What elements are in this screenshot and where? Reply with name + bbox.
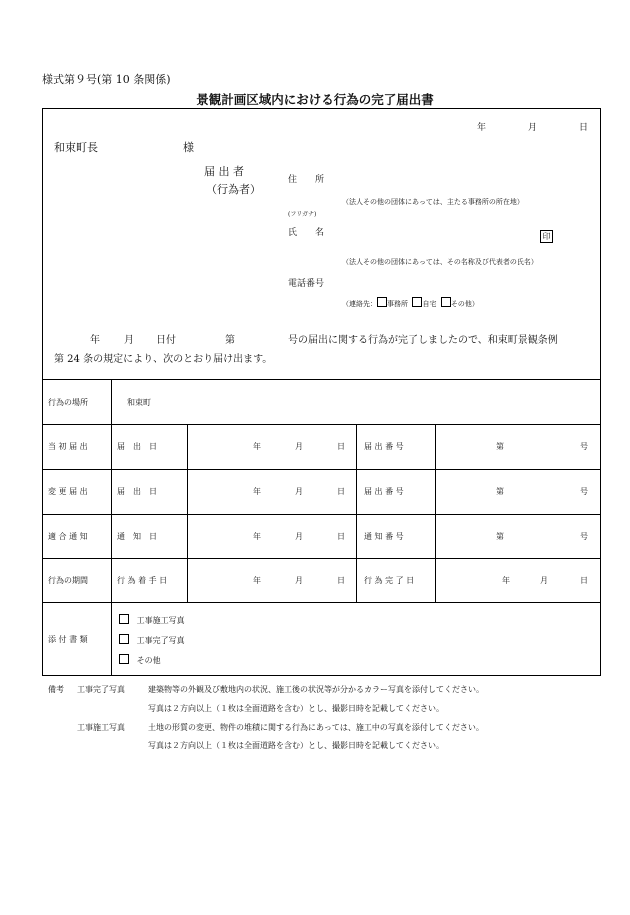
seal-mark: 印 (540, 224, 553, 243)
remarks-label: 備考 (48, 685, 64, 694)
phone-label: 電話番号 (288, 279, 325, 289)
end-day: 日 (580, 576, 588, 585)
remarks-item2-line2: 写真は２方向以上（１枚は全面道路を含む）とし、撮影日時を記載してください。 (148, 741, 444, 750)
row-change-number-label: 届 出 番 号 (364, 487, 404, 496)
start-month: 月 (295, 576, 303, 585)
divider-row-1 (42, 424, 601, 425)
applicant-label: 届 出 者 (204, 165, 244, 178)
end-date-label: 行 為 完 了 日 (364, 576, 415, 585)
row-initial-go: 号 (580, 442, 588, 451)
statement-year: 年 (90, 335, 100, 346)
form-number: 様式第９号(第 10 条関係) (42, 73, 171, 86)
statement-line1: 号の届出に関する行為が完了しましたので、和束町景観条例 (288, 335, 558, 346)
row-change-date-label: 届 出 日 (117, 487, 157, 496)
row-initial-label: 当 初 届 出 (48, 442, 88, 451)
end-year: 年 (502, 576, 510, 585)
column-line-number-label (356, 424, 357, 602)
contact-line: （連絡先： 事務所 自宅 その他） (342, 297, 479, 309)
date-day: 日 (579, 123, 589, 133)
addressee: 和束町長 (54, 141, 98, 154)
row-conformity-number-label: 通 知 番 号 (364, 532, 404, 541)
row-conformity-date-label: 通 知 日 (117, 532, 157, 541)
remarks-item2-title: 工事施工写真 (77, 723, 125, 732)
period-label: 行為の期間 (48, 576, 88, 585)
start-year: 年 (253, 576, 261, 585)
row-initial-day: 日 (337, 442, 345, 451)
address-note: （法人その他の団体にあっては、主たる事務所の所在地） (342, 198, 524, 206)
statement-dai: 第 (225, 335, 235, 346)
name-note: （法人その他の団体にあっては、その名称及び代表者の氏名） (342, 258, 538, 266)
start-day: 日 (337, 576, 345, 585)
divider-row-4 (42, 558, 601, 559)
row-change-year: 年 (253, 487, 261, 496)
furigana-label: (フリガナ) (288, 211, 317, 218)
attachment-other[interactable]: その他 (119, 654, 161, 666)
address-label: 住 所 (288, 175, 325, 185)
location-value: 和束町 (127, 398, 151, 407)
row-conformity-day: 日 (337, 532, 345, 541)
column-line-number-value (435, 424, 436, 602)
column-line-label (111, 379, 112, 676)
row-conformity-dai: 第 (496, 532, 504, 541)
remarks-item1-line2: 写真は２方向以上（１枚は全面道路を含む）とし、撮影日時を記載してください。 (148, 704, 444, 713)
row-initial-date-label: 届 出 日 (117, 442, 157, 451)
honorific: 様 (183, 141, 194, 154)
divider-row-5 (42, 602, 601, 603)
statement-day: 日付 (156, 335, 176, 346)
row-change-day: 日 (337, 487, 345, 496)
start-date-label: 行 為 着 手 日 (117, 576, 168, 585)
row-conformity-month: 月 (295, 532, 303, 541)
row-change-dai: 第 (496, 487, 504, 496)
remarks-item1-title: 工事完了写真 (77, 685, 125, 694)
attachment-completion-photo[interactable]: 工事完了写真 (119, 634, 185, 646)
date-month: 月 (528, 123, 538, 133)
contact-home-checkbox[interactable] (412, 297, 422, 307)
row-conformity-go: 号 (580, 532, 588, 541)
row-initial-month: 月 (295, 442, 303, 451)
row-initial-number-label: 届 出 番 号 (364, 442, 404, 451)
form-frame (42, 108, 601, 676)
attachment-construction-photo[interactable]: 工事施工写真 (119, 614, 185, 626)
row-initial-year: 年 (253, 442, 261, 451)
attachments-label: 添 付 書 類 (48, 635, 88, 644)
statement-line2: 第 24 条の規定により、次のとおり届け出ます。 (54, 354, 273, 365)
end-month: 月 (540, 576, 548, 585)
column-line-date-value (187, 424, 188, 602)
attachment-construction-checkbox[interactable] (119, 614, 129, 624)
row-conformity-year: 年 (253, 532, 261, 541)
applicant-sub: （行為者） (206, 183, 261, 196)
row-initial-dai: 第 (496, 442, 504, 451)
remarks-item2-line1: 土地の形質の変更、物件の堆積に関する行為にあっては、施工中の写真を添付してください。 (148, 723, 484, 732)
page-title: 景観計画区域内における行為の完了届出書 (196, 92, 434, 107)
attachment-other-checkbox[interactable] (119, 654, 129, 664)
divider-row-2 (42, 469, 601, 470)
date-year: 年 (477, 123, 487, 133)
name-label: 氏 名 (288, 228, 325, 238)
row-change-month: 月 (295, 487, 303, 496)
remarks-item1-line1: 建築物等の外観及び敷地内の状況、施工後の状況等が分かるカラー写真を添付してください。 (148, 685, 484, 694)
contact-office-checkbox[interactable] (377, 297, 387, 307)
statement-month: 月 (124, 335, 134, 346)
row-change-go: 号 (580, 487, 588, 496)
row-conformity-label: 適 合 通 知 (48, 532, 88, 541)
divider-row-3 (42, 514, 601, 515)
attachment-completion-checkbox[interactable] (119, 634, 129, 644)
contact-other-checkbox[interactable] (441, 297, 451, 307)
location-label: 行為の場所 (48, 398, 88, 407)
row-change-label: 変 更 届 出 (48, 487, 88, 496)
divider-notice-table (42, 379, 601, 380)
